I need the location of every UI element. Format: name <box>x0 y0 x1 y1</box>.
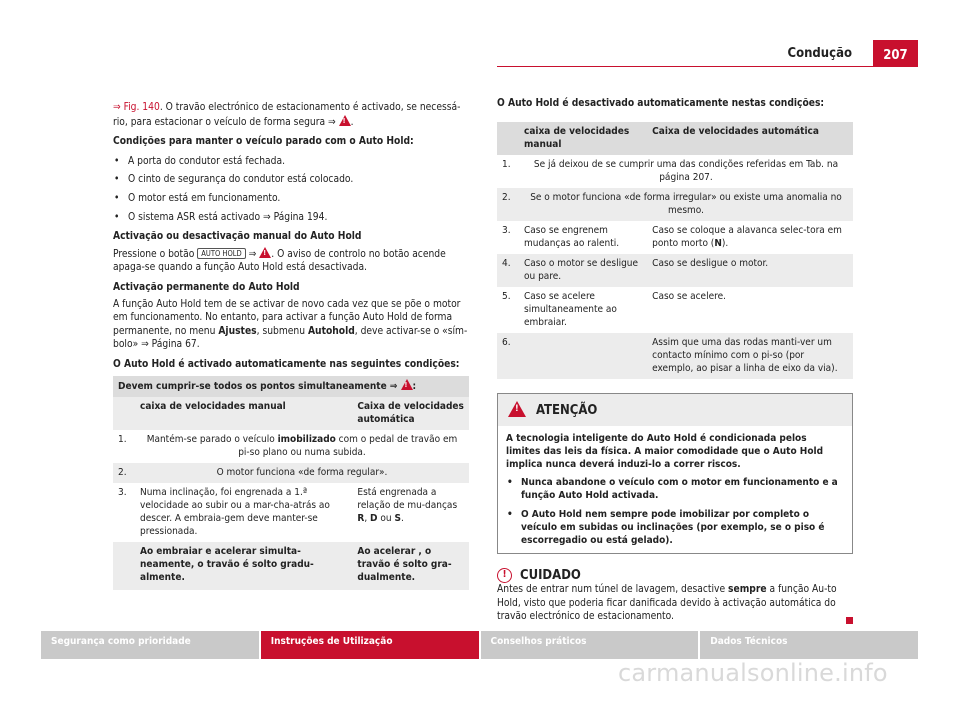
row-number: 5. <box>502 290 511 302</box>
left-column <box>113 101 469 590</box>
caution-icon: ! <box>497 568 512 583</box>
table-row <box>113 463 469 483</box>
header-num <box>497 122 519 155</box>
row-span-cell: O motor funciona «de forma regular». <box>216 466 388 478</box>
footer-tab-instructions[interactable]: Instruções de Utilização <box>261 631 479 659</box>
table-header-row <box>113 397 469 430</box>
manual-text-2: . O aviso de controlo no botão acende apaga-se quando a função Auto Hold está desactivada. <box>113 248 446 274</box>
deactivation-heading: O Auto Hold é desactivado automaticamente nestas condições: <box>497 98 825 109</box>
condition-item: • A porta do condutor está fechada. <box>113 155 469 169</box>
row-number: 1. <box>118 433 127 445</box>
right-column <box>497 97 853 630</box>
manual-heading: Activação ou desactivação manual do Auto Hold <box>113 231 362 243</box>
table-title: Devem cumprir-se todos os pontos simultaneamente ⇒ ! : <box>113 376 469 397</box>
deactivation-table <box>497 122 853 379</box>
manual-cell: Caso se acelere simultaneamente ao embraiar. <box>524 290 617 328</box>
table-row <box>497 333 853 379</box>
condition-item: • O sistema ASR está activado ⇒ Página 194. <box>113 211 469 225</box>
activation-table <box>113 376 469 590</box>
header-auto: Caixa de velocidades automática <box>357 400 464 425</box>
auto-activation-heading: O Auto Hold é activado automaticamente nas seguintes condições: <box>113 358 460 370</box>
manual-text: Pressione o botão <box>113 248 195 260</box>
warning-icon <box>508 401 526 417</box>
row-number: 1. <box>502 158 511 170</box>
caution-heading <box>497 568 853 583</box>
auto-cell: Assim que uma das rodas manti-ver um contacto mínimo com o pi-so (por exemplo, ao pisar a linha de eixo da via). <box>652 336 838 374</box>
intro-text: . O travão electrónico de estacionamento é activado, se necessá-rio, para estacionar o veículo de forma segura ⇒ <box>113 102 461 128</box>
manual-cell: Caso o motor se desligue ou pare. <box>524 257 639 282</box>
footer-tab-tips[interactable]: Conselhos práticos <box>481 631 699 659</box>
permanent-paragraph <box>113 298 469 352</box>
header-num <box>113 397 135 430</box>
manual-cell: Caso se engrenem mudanças ao ralenti. <box>524 224 620 249</box>
permanent-text: A função Auto Hold tem de se activar de novo cada vez que se põe o motor em funcionamento. No entanto, para activar a função Auto Hold de forma permanente, no menu <box>113 298 461 337</box>
auto-cell: Ao acelerar , o travão é solto gra-dualmente. <box>357 545 452 583</box>
warning-icon[interactable] <box>339 115 351 126</box>
submenu-name: Autohold <box>307 325 355 337</box>
row-span-cell: Se já deixou de se cumprir uma das condições referidas em Tab. na página 207. <box>533 158 839 183</box>
attention-box <box>497 393 853 555</box>
permanent-text-2: , submenu <box>256 325 308 337</box>
permanent-text-3: , deve activar-se o «sím-bolo» ⇒ Página 67. <box>113 325 468 351</box>
table-row <box>113 483 469 542</box>
condition-item: • O cinto de segurança do condutor está colocado. <box>113 173 469 187</box>
auto-cell: Caso se acelere. <box>652 290 726 302</box>
row-number: 2. <box>118 466 127 478</box>
header-manual: caixa de velocidades manual <box>524 125 630 150</box>
attention-title: ATENÇÃO <box>536 402 598 418</box>
row-number: 2. <box>502 191 511 203</box>
attention-item: • O Auto Hold nem sempre pode imobilizar por completo o veículo em subidas ou inclinações (por exemplo, se o piso é escorregadio ou está gelado). <box>506 508 844 548</box>
row-number: 4. <box>502 257 511 269</box>
page-number: 207 <box>873 40 918 67</box>
table-row <box>497 287 853 333</box>
attention-text: A tecnologia inteligente do Auto Hold é condicionada pelos limites das leis da física. A maior comodidade que o Auto Hold implica nunca deverá induzi-lo a correr riscos. <box>506 432 824 470</box>
footer-tab-safety[interactable]: Segurança como prioridade <box>41 631 259 659</box>
caution-text-2: a função Au-to Hold, visto que poderia ficar danificada devido à activação automática do travão electrónico de estacionamento. <box>497 584 837 623</box>
manual-cell <box>519 333 647 379</box>
row-number: 3. <box>502 224 511 236</box>
auto-cell: Caso se desligue o motor. <box>652 257 769 269</box>
table-row <box>497 155 853 188</box>
table-row <box>113 542 469 590</box>
caution-text: Antes de entrar num túnel de lavagem, desactive <box>497 584 729 596</box>
section-end-marker <box>846 617 853 624</box>
table-header-row <box>497 122 853 155</box>
manual-paragraph: Pressione o botão AUTO HOLD ⇒ !. O aviso de controlo no botão acende apaga-se quando a função Auto Hold está desactivada. <box>113 247 469 275</box>
auto-cell: Está engrenada a relação de mu-danças R, D ou S. <box>357 486 458 524</box>
page-section-title: Condução <box>787 46 852 61</box>
manual-cell: Numa inclinação, foi engrenada a 1.ª velocidade ao subir ou a mar-cha-atrás ao descer. A embraia-gem deve manter-se pressionada. <box>140 486 330 537</box>
permanent-heading: Activação permanente do Auto Hold <box>113 281 300 293</box>
warning-icon[interactable] <box>259 247 271 258</box>
row-span-cell: Se o motor funciona «de forma irregular» ou existe uma anomalia no mesmo. <box>530 191 842 216</box>
table-row <box>497 254 853 287</box>
auto-hold-key: AUTO HOLD <box>197 248 245 259</box>
header-manual: caixa de velocidades manual <box>140 400 286 412</box>
figure-link[interactable]: ⇒ Fig. 140 <box>113 102 160 113</box>
watermark: carmanualsonline.info <box>618 659 888 687</box>
table-row <box>497 221 853 254</box>
intro-paragraph: ⇒ Fig. 140. O travão electrónico de estacionamento é activado, se necessá-rio, para estacionar o veículo de forma segura ⇒ ! . <box>113 101 469 129</box>
caution-paragraph <box>497 583 853 624</box>
table-row <box>497 188 853 221</box>
header-auto: Caixa de velocidades automática <box>652 125 819 137</box>
attention-item: • Nunca abandone o veículo com o motor em funcionamento e a função Auto Hold activada. <box>506 476 844 502</box>
caution-title: CUIDADO <box>520 568 581 584</box>
footer-nav <box>41 631 918 659</box>
caution-bold: sempre <box>728 584 767 596</box>
row-number: 3. <box>118 486 127 498</box>
row-number <box>113 542 135 590</box>
attention-header <box>498 394 852 426</box>
table-row <box>113 430 469 463</box>
auto-cell: Caso se coloque a alavanca selec-tora em ponto morto (N). <box>652 224 842 249</box>
condition-item: • O motor está em funcionamento. <box>113 192 469 206</box>
row-number: 6. <box>502 336 511 348</box>
table-title-row <box>113 376 469 397</box>
attention-body <box>498 426 852 554</box>
conditions-heading: Condições para manter o veículo parado com o Auto Hold: <box>113 136 414 148</box>
header-divider <box>497 66 918 67</box>
manual-cell: Ao embraiar e acelerar simulta-neamente, o travão é solto gradu-almente. <box>140 545 314 583</box>
menu-name: Ajustes <box>218 325 257 337</box>
warning-icon[interactable] <box>401 379 413 390</box>
footer-tab-technical[interactable]: Dados Técnicos <box>700 631 918 659</box>
row-span-cell: Mantém-se parado o veículo imobilizado com o pedal de travão em pi-so plano ou numa subida. <box>146 433 458 458</box>
